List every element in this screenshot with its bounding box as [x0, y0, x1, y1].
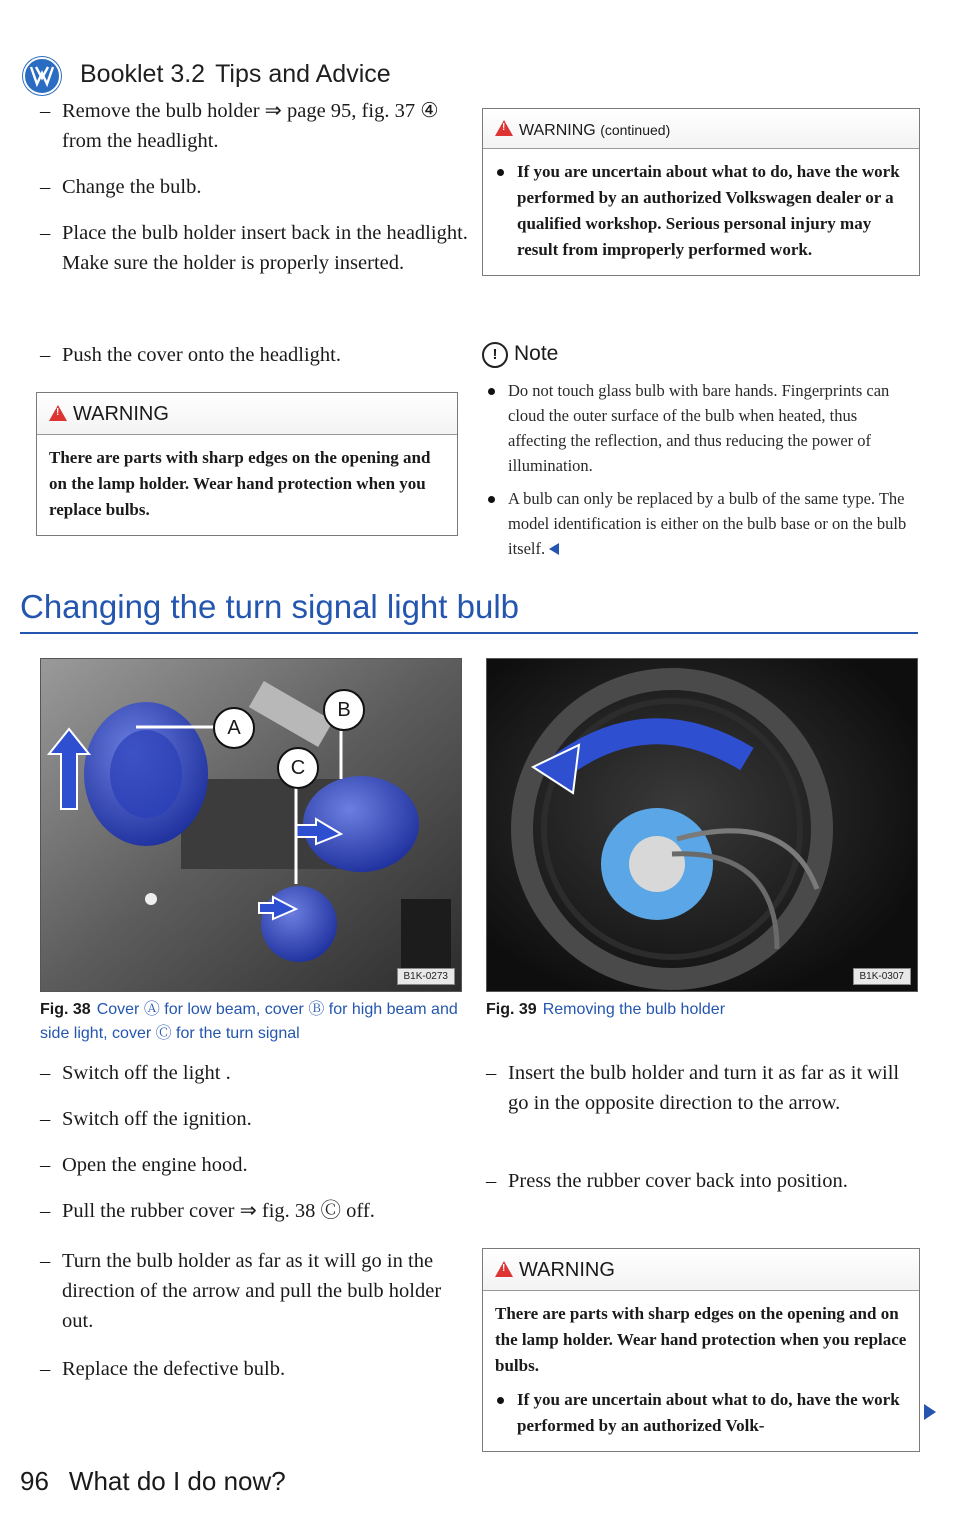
- fig38-caption: Fig. 38 Cover Ⓐ for low beam, cover Ⓑ for high beam and side light, cover Ⓒ for the turn signal: [40, 1001, 458, 1042]
- step-pull-cover: – Pull the rubber cover ⇒ fig. 38 Ⓒ off.: [40, 1200, 375, 1222]
- section-title: Changing the turn signal light bulb: [20, 588, 520, 625]
- callout-a: A: [213, 707, 255, 749]
- chapter-title: What do I do now?: [68, 1466, 286, 1496]
- fig39-caption: Fig. 39 Removing the bulb holder: [486, 1001, 726, 1018]
- step-switch-off-ignition: – Switch off the ignition.: [40, 1108, 252, 1130]
- header-title: [80, 60, 401, 89]
- continue-arrow-icon: [924, 1404, 936, 1425]
- warning-triangle-icon: [49, 405, 67, 421]
- warning-box-bottom: [482, 1248, 920, 1452]
- note-heading: Note: [514, 342, 559, 365]
- step-push-cover: – Push the cover onto the headlight.: [40, 344, 341, 366]
- warning-box-sharp-edges: [36, 392, 458, 536]
- step-turn-holder: – Turn the bulb holder as far as it will go in the direction of the arrow and pull the bulb holder out.: [40, 1250, 442, 1332]
- warning-box-continued: [482, 108, 920, 276]
- step-place-holder: – Place the bulb holder insert back in the headlight. Make sure the holder is properly inserted.: [40, 222, 468, 274]
- vw-logo: [22, 56, 62, 96]
- callout-c: C: [277, 747, 319, 789]
- step-switch-off-light: – Switch off the light .: [40, 1062, 231, 1084]
- note-bullet-fingerprints: Do not touch glass bulb with bare hands. Fingerprints can cloud the outer surface of the bulb when heated, thus affecting the reflection, and thus reducing the power of illumination.: [486, 378, 916, 478]
- note-body: [486, 378, 916, 561]
- warning-text: There are parts with sharp edges on the opening and on the lamp holder. Wear hand protection when you replace bulbs.: [49, 448, 431, 519]
- booklet-label: Booklet 3.2: [80, 60, 206, 88]
- page-number: 96: [20, 1466, 49, 1496]
- fig39-photo: [486, 658, 918, 992]
- warning-triangle-icon: [495, 120, 513, 136]
- footer: [20, 1466, 286, 1497]
- warning-heading: !WARNING: [483, 1249, 919, 1291]
- step-insert-holder: – Insert the bulb holder and turn it as far as it will go in the opposite direction to the arrow.: [486, 1062, 900, 1114]
- note-info-icon: !: [482, 342, 508, 368]
- step-replace-bulb: – Replace the defective bulb.: [40, 1358, 286, 1380]
- fig38-code: B1K-0273: [397, 968, 455, 985]
- step-change-bulb: – Change the bulb.: [40, 176, 202, 198]
- warning-triangle-icon: [495, 1261, 513, 1277]
- fig39-code: B1K-0307: [853, 968, 911, 985]
- section-divider: [20, 632, 918, 634]
- warning-heading: !WARNING: [37, 393, 457, 435]
- fig38-photo: [40, 658, 462, 992]
- warning-text: There are parts with sharp edges on the opening and on the lamp holder. Wear hand protection when you replace bulbs.: [495, 1304, 907, 1375]
- step-open-hood: – Open the engine hood.: [40, 1154, 248, 1176]
- note-bullet-same-type: A bulb can only be replaced by a bulb of the same type. The model identification is either on the bulb base or on the bulb itself.: [486, 486, 916, 561]
- end-of-section-icon: [549, 543, 559, 555]
- step-press-cover: – Press the rubber cover back into position.: [486, 1170, 848, 1192]
- step-remove-holder: – Remove the bulb holder ⇒ page 95, fig. 37 ④ from the headlight.: [40, 100, 439, 152]
- warning-continued-bullet: If you are uncertain about what to do, have the work performed by an authorized Volkswagen dealer or a qualified workshop. Serious personal injury may result from improperly performed work.: [495, 159, 907, 263]
- warning-bullet-uncertain: If you are uncertain about what to do, have the work performed by an authorized Volk-: [495, 1387, 907, 1439]
- warning-continued-heading: !WARNING (continued): [483, 109, 919, 149]
- booklet-title: Tips and Advice: [215, 60, 391, 88]
- callout-b: B: [323, 689, 365, 731]
